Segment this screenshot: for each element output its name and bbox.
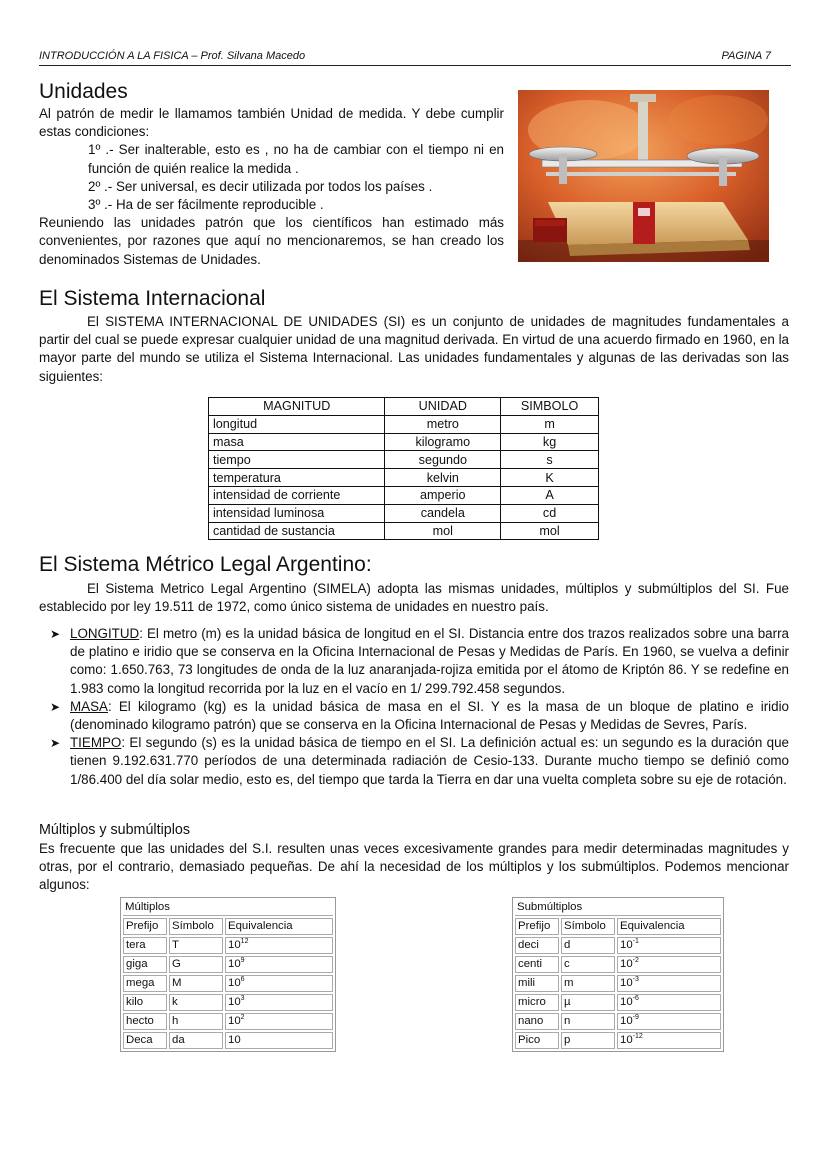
equivalence-cell xyxy=(617,937,721,954)
table-row xyxy=(209,415,599,433)
prefix-cell: tera xyxy=(123,937,167,954)
table-row xyxy=(515,975,721,992)
table-caption-row xyxy=(123,900,333,916)
exponent: 12 xyxy=(240,938,249,945)
header-left: INTRODUCCIÓN A LA FISICA – Prof. Silvana Macedo xyxy=(39,50,306,62)
prefix-cell: Deca xyxy=(123,1032,167,1049)
base: 10 xyxy=(228,1015,241,1027)
symbol-cell: k xyxy=(169,994,223,1011)
exponent: 3 xyxy=(240,995,245,1002)
magnitude-cell: longitud xyxy=(209,415,385,433)
arrow-bullet-icon: ➤ xyxy=(50,699,61,714)
symbol-cell: p xyxy=(561,1032,615,1049)
equivalence-cell xyxy=(617,1013,721,1030)
base: 10 xyxy=(228,939,241,951)
exponent: 6 xyxy=(240,976,245,983)
section-title-unidades: Unidades xyxy=(39,80,128,103)
column-header: MAGNITUD xyxy=(209,398,385,416)
condition-3: 3º .- Ha de ser fácilmente reproducible . xyxy=(88,197,324,213)
paragraph: Reuniendo las unidades patrón que los científicos han estimado más convenientes, por razones que aquí no mencionaremos, se han creado los denominados Sistemas de Unidades. xyxy=(39,215,504,267)
equivalence-cell xyxy=(225,1013,333,1030)
column-header: Prefijo xyxy=(123,918,167,935)
symbol-cell: K xyxy=(501,469,599,487)
symbol-cell: n xyxy=(561,1013,615,1030)
table-row xyxy=(209,504,599,522)
base: 10 xyxy=(620,1034,633,1046)
table-row xyxy=(123,975,333,992)
column-header: Prefijo xyxy=(515,918,559,935)
equivalence-cell xyxy=(225,1032,333,1049)
arrow-bullet-icon: ➤ xyxy=(50,627,61,641)
section-title-multiplos: Múltiplos y submúltiplos xyxy=(39,822,190,838)
table-row xyxy=(209,486,599,504)
table-row xyxy=(123,994,333,1011)
exponent: -12 xyxy=(632,1033,643,1040)
unit-cell: segundo xyxy=(385,451,501,469)
table-row xyxy=(123,1032,333,1049)
column-header: Equivalencia xyxy=(225,918,333,935)
magnitude-cell: cantidad de sustancia xyxy=(209,522,385,540)
definition-text: : El segundo (s) es la unidad básica de tiempo en el SI. La definición actual es: un segundo es la duración que tienen 9.192.631.770 períodos de una determinada radiación de Cesio-133. Durante mucho tiempo se definió como 1/86.400 del día solar medio, esto es, del tiempo que tarda la Tierra en dar una vuelta completa sobre su eje de rotación. xyxy=(70,735,789,787)
table-row xyxy=(123,937,333,954)
base: 10 xyxy=(228,977,241,989)
definition-term: MASA xyxy=(70,698,108,714)
prefix-cell: deci xyxy=(515,937,559,954)
table-caption: Múltiplos xyxy=(123,900,333,916)
column-header: Símbolo xyxy=(169,918,223,935)
symbol-cell: h xyxy=(169,1013,223,1030)
symbol-cell: M xyxy=(169,975,223,992)
table-row xyxy=(209,451,599,469)
unit-cell: metro xyxy=(385,415,501,433)
table-row xyxy=(209,469,599,487)
magnitude-cell: tiempo xyxy=(209,451,385,469)
symbol-cell: A xyxy=(501,486,599,504)
prefix-cell: mega xyxy=(123,975,167,992)
symbol-cell: µ xyxy=(561,994,615,1011)
arrow-bullet-icon: ➤ xyxy=(50,736,61,751)
prefix-cell: nano xyxy=(515,1013,559,1030)
table-caption: Submúltiplos xyxy=(515,900,721,916)
symbol-cell: m xyxy=(501,415,599,433)
table-row xyxy=(515,1032,721,1049)
table-header-row xyxy=(123,918,333,935)
symbol-cell: kg xyxy=(501,433,599,451)
equivalence-cell xyxy=(225,994,333,1011)
exponent: -9 xyxy=(632,1014,639,1021)
exponent: -2 xyxy=(632,957,639,964)
table-row xyxy=(123,1013,333,1030)
table-header-row xyxy=(209,398,599,416)
table-row xyxy=(515,1013,721,1030)
prefix-cell: micro xyxy=(515,994,559,1011)
section-title-si: El Sistema Internacional xyxy=(39,287,266,310)
list-item xyxy=(40,625,789,698)
multiples-table xyxy=(120,897,336,1052)
definition-term: TIEMPO xyxy=(70,735,122,751)
condition-1: 1º .- Ser inalterable, esto es , no ha de cambiar con el tiempo ni en función de quién realice la medida . xyxy=(88,142,504,176)
symbol-cell: G xyxy=(169,956,223,973)
magnitude-cell: intensidad luminosa xyxy=(209,504,385,522)
prefix-cell: kilo xyxy=(123,994,167,1011)
exponent: -3 xyxy=(632,976,639,983)
si-units-table xyxy=(208,397,599,540)
magnitude-cell: intensidad de corriente xyxy=(209,486,385,504)
page-header xyxy=(39,49,791,66)
equivalence-cell xyxy=(617,994,721,1011)
definitions-list xyxy=(40,625,789,789)
column-header: Equivalencia xyxy=(617,918,721,935)
equivalence-cell xyxy=(225,975,333,992)
table-row xyxy=(209,433,599,451)
table-row xyxy=(515,994,721,1011)
base: 10 xyxy=(620,958,633,970)
table-row xyxy=(209,522,599,540)
balance-scale-photo xyxy=(518,90,769,262)
column-header: SIMBOLO xyxy=(501,398,599,416)
section-si-body: El SISTEMA INTERNACIONAL DE UNIDADES (SI) es un conjunto de unidades de magnitudes fundamentales a partir del cual se puede expresar cualquier unidad de una magnitud derivada. En virtud de una acuerdo firmado en 1960, en la mayor parte del mundo se utiliza el Sistema Internacional. Las unidades fundamentales y algunas de las derivadas son las siguientes: xyxy=(39,314,789,384)
symbol-cell: cd xyxy=(501,504,599,522)
submultiples-table xyxy=(512,897,724,1052)
prefix-cell: mili xyxy=(515,975,559,992)
base: 10 xyxy=(228,996,241,1008)
section-title-simela: El Sistema Métrico Legal Argentino: xyxy=(39,553,372,576)
symbol-cell: da xyxy=(169,1032,223,1049)
column-header: UNIDAD xyxy=(385,398,501,416)
symbol-cell: T xyxy=(169,937,223,954)
condition-2: 2º .- Ser universal, es decir utilizada por todos los países . xyxy=(88,178,433,194)
equivalence-cell xyxy=(225,937,333,954)
symbol-cell: m xyxy=(561,975,615,992)
equivalence-cell xyxy=(617,1032,721,1049)
table-caption-row xyxy=(515,900,721,916)
section-unidades-body xyxy=(39,105,504,269)
symbol-cell: c xyxy=(561,956,615,973)
page-number: PAGINA 7 xyxy=(721,50,771,62)
equivalence-cell xyxy=(617,975,721,992)
paragraph: Al patrón de medir le llamamos también Unidad de medida. Y debe cumplir estas condiciones: xyxy=(39,106,504,140)
column-header: Símbolo xyxy=(561,918,615,935)
prefix-cell: centi xyxy=(515,956,559,973)
prefix-cell: hecto xyxy=(123,1013,167,1030)
prefix-cell: Pico xyxy=(515,1032,559,1049)
table-row xyxy=(515,956,721,973)
base: 10 xyxy=(620,939,633,951)
magnitude-cell: masa xyxy=(209,433,385,451)
equivalence-cell xyxy=(617,956,721,973)
exponent: 9 xyxy=(240,957,245,964)
definition-text: : El kilogramo (kg) es la unidad básica de masa en el SI. Y es la masa de un bloque de platino e iridio (denominado kilogramo patrón) que se conserva en la Oficina Internacional de Pesas y Medidas de Sevres, París. xyxy=(70,698,789,733)
exponent: -1 xyxy=(632,938,639,945)
unit-cell: amperio xyxy=(385,486,501,504)
symbol-cell: mol xyxy=(501,522,599,540)
table-row xyxy=(123,956,333,973)
magnitude-cell: temperatura xyxy=(209,469,385,487)
section-multiplos-body: Es frecuente que las unidades del S.I. resulten unas veces excesivamente grandes para medir determinadas magnitudes y otras, por el contrario, demasiado pequeñas. De ahí la necesidad de los múltiplos y los submúltiplos. Podemos mencionar algunos: xyxy=(39,841,789,893)
unit-cell: candela xyxy=(385,504,501,522)
prefix-cell: giga xyxy=(123,956,167,973)
definition-term: LONGITUD xyxy=(70,626,140,641)
section-simela-body: El Sistema Metrico Legal Argentino (SIMELA) adopta las mismas unidades, múltiplos y submúltiplos del SI. Fue establecido por ley 19.511 de 1972, como único sistema de unidades en nuestro país. xyxy=(39,581,789,615)
list-item xyxy=(40,698,789,734)
definition-text: : El metro (m) es la unidad básica de longitud en el SI. Distancia entre dos trazos realizados sobre una barra de platino e iridio que se conserva en la Oficina Internacional de Pesas y Medidas de París. En 1960, se vuelva a definir como: 1.650.763, 73 longitudes de onda de la luz anaranjada-rojiza emitida por el átomo de Kriptón 86. Y se redefine en 1.983 como la longitud recorrida por la luz en el vacío en 1/ 299.792.458 segundos. xyxy=(70,626,789,696)
list-item xyxy=(40,734,789,789)
exponent: 2 xyxy=(240,1014,245,1021)
equivalence-cell xyxy=(225,956,333,973)
base: 10 xyxy=(620,996,633,1008)
unit-cell: kelvin xyxy=(385,469,501,487)
unit-cell: mol xyxy=(385,522,501,540)
base: 10 xyxy=(620,1015,633,1027)
table-row xyxy=(515,937,721,954)
base: 10 xyxy=(228,958,241,970)
exponent: -6 xyxy=(632,995,639,1002)
base: 10 xyxy=(620,977,633,989)
unit-cell: kilogramo xyxy=(385,433,501,451)
table-header-row xyxy=(515,918,721,935)
symbol-cell: s xyxy=(501,451,599,469)
base: 10 xyxy=(228,1034,241,1046)
symbol-cell: d xyxy=(561,937,615,954)
